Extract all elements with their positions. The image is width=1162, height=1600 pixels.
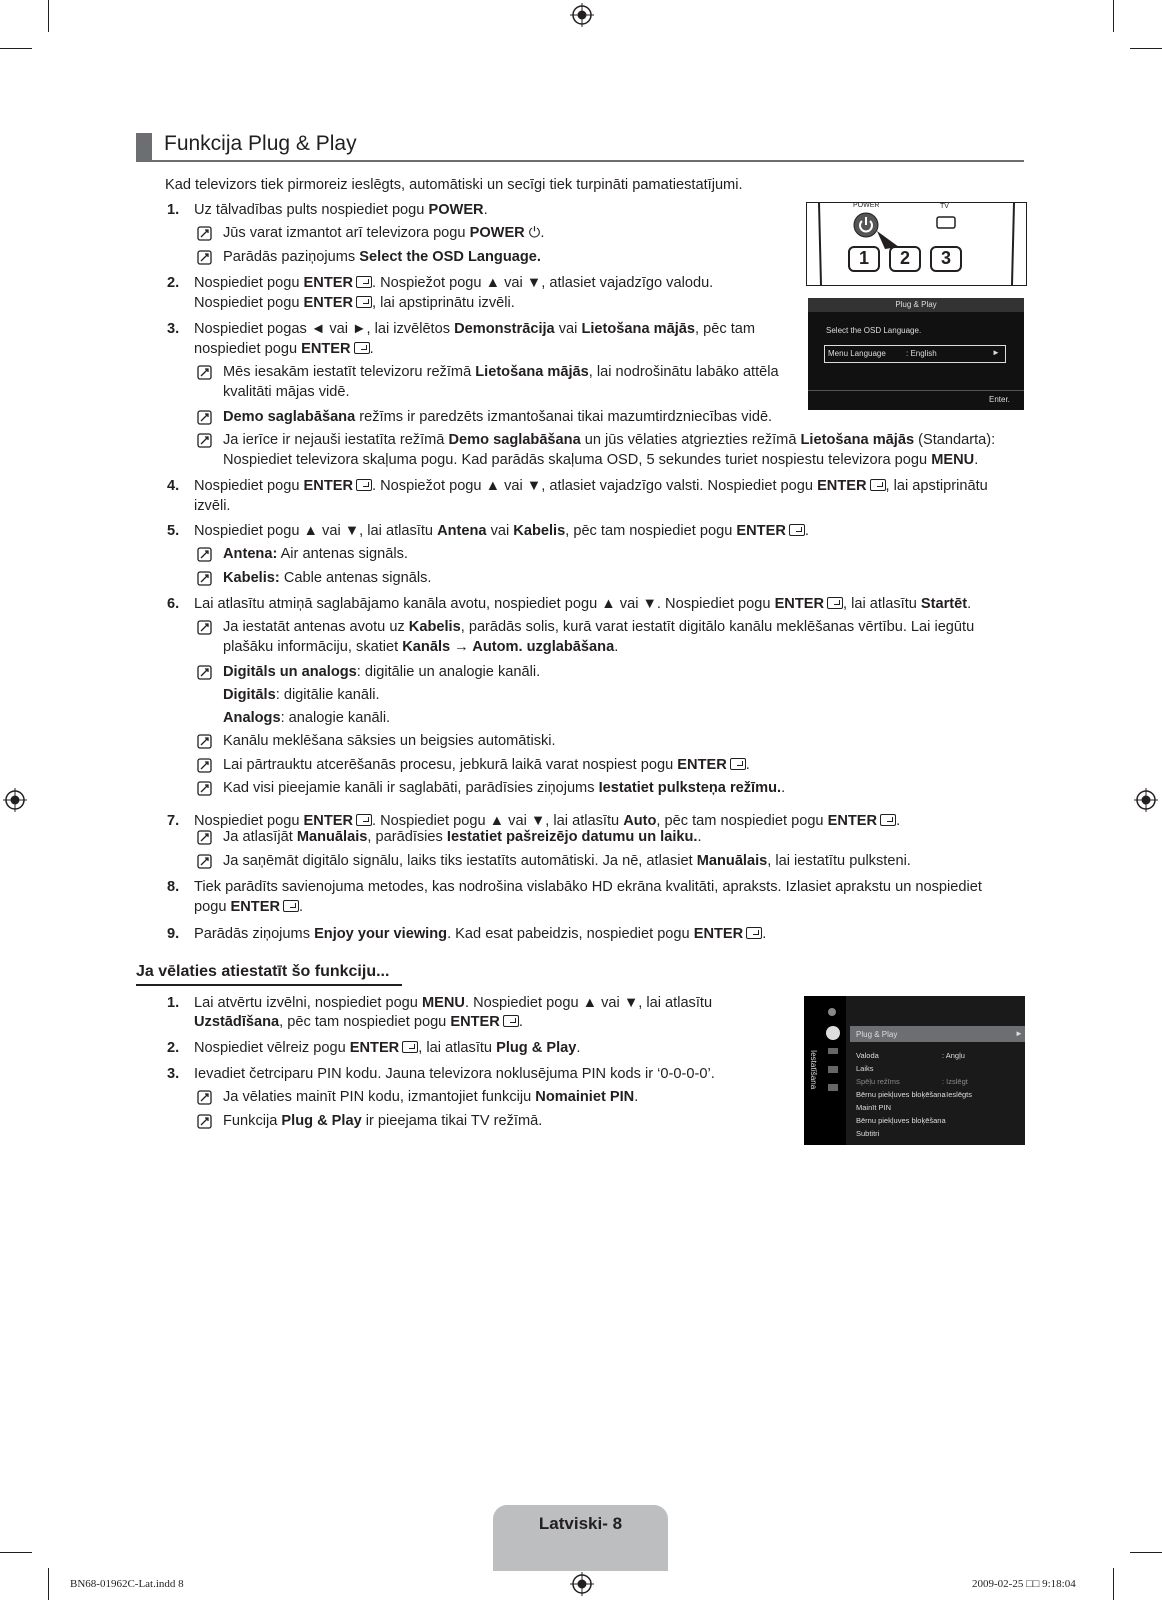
step-number: 6.	[167, 596, 180, 612]
heading-bar	[136, 133, 152, 161]
step-number: 2.	[167, 275, 180, 291]
osd-menu-value: : Ieslēgts	[942, 1090, 973, 1099]
key-2: 2	[900, 248, 911, 268]
note-continuation: Digitāls: digitālie kanāli.	[223, 687, 380, 703]
note-icon	[197, 365, 212, 380]
note-text: Antena: Air antenas signāls.	[223, 546, 408, 562]
note-text: Jūs varat izmantot arī televizora pogu POWER ⏻.	[223, 225, 545, 241]
step-continuation: nospiediet pogu ENTER .	[194, 341, 374, 357]
note-icon	[197, 433, 212, 448]
note-text: Kanālu meklēšana sāksies un beigsies automātiski.	[223, 733, 556, 749]
osd-menu-row: Spēļu režīms	[856, 1077, 900, 1086]
step-continuation: izvēli.	[194, 498, 231, 514]
crop-mark	[1130, 48, 1162, 49]
picture-icon	[828, 1008, 836, 1016]
note-continuation: Nospiediet televizora skaļuma pogu. Kad parādās skaļuma OSD, 5 sekundes turiet nospiestu televizora pogu MENU.	[223, 452, 979, 468]
reset-step-text: Nospiediet vēlreiz pogu ENTER , lai atlasītu Plug & Play.	[194, 1040, 581, 1056]
step-number: 5.	[167, 523, 180, 539]
note-text: Demo saglabāšana režīms ir paredzēts izmantošanai tikai mazumtirdzniecības vidē.	[223, 409, 773, 425]
note-icon	[197, 734, 212, 749]
osd-field-value: : English	[906, 349, 937, 358]
step-number: 1.	[167, 202, 180, 218]
step-number: 3.	[167, 321, 180, 337]
page-title: Funkcija Plug & Play	[164, 132, 357, 155]
note-text: Parādās paziņojums Select the OSD Language.	[223, 249, 541, 265]
osd-field-label: Menu Language	[828, 349, 886, 358]
crop-mark	[0, 1552, 32, 1553]
osd-menu-row: Subtitri	[856, 1129, 880, 1138]
osd-menu-row: Laiks	[856, 1064, 874, 1073]
note-icon	[197, 410, 212, 425]
osd-menu-value: : Angļu	[942, 1051, 965, 1060]
step-text: Nospiediet pogu ENTER . Nospiediet pogu ▲ vai ▼, lai atlasītu Auto, pēc tam nospiediet pogu ENTER .	[194, 813, 901, 829]
step-number: 8.	[167, 879, 180, 895]
page-number: Latviski- 8	[538, 1514, 623, 1533]
step-number: 2.	[167, 1040, 180, 1056]
intro-text: Kad televizors tiek pirmoreiz ieslēgts, automātiski un secīgi tiek turpināti pamatiestatījumi.	[165, 177, 743, 193]
osd-setup-menu	[804, 996, 1025, 1145]
crop-mark	[48, 1568, 49, 1600]
osd-prompt: Select the OSD Language.	[826, 326, 922, 335]
step-text: Lai atlasītu atmiņā saglabājamo kanāla avotu, nospiediet pogu ▲ vai ▼. Nospiediet pogu ENTER , lai atlasītu Startēt.	[194, 596, 972, 612]
key-3: 3	[941, 248, 952, 268]
registration-mark-icon	[3, 788, 27, 812]
step-continuation: Nospiediet pogu ENTER , lai apstiprinātu izvēli.	[194, 295, 515, 311]
note-text: Mēs iesakām iestatīt televizoru režīmā Lietošana mājās, lai nodrošinātu labāko attēla	[223, 364, 779, 380]
note-continuation: plašāku informāciju, skatiet Kanāls → Autom. uzglabāšana.	[223, 639, 619, 655]
subheading-rule	[136, 984, 402, 986]
heading-rule	[136, 160, 1024, 162]
crop-mark	[1113, 0, 1114, 32]
note-icon	[197, 226, 212, 241]
sound-icon	[828, 1048, 838, 1054]
note-text: Kabelis: Cable antenas signāls.	[223, 570, 432, 586]
osd-menu-value: : Izslēgt	[942, 1077, 968, 1086]
note-continuation: kvalitāti mājas vidē.	[223, 384, 350, 400]
note-icon	[197, 1090, 212, 1105]
remote-control-icon	[807, 203, 1026, 285]
step-number: 3.	[167, 1066, 180, 1082]
osd-menu-row: Bērnu piekļuves bloķēšana	[856, 1116, 946, 1125]
registration-mark-icon	[570, 1572, 594, 1596]
osd-language-screen	[808, 298, 1024, 410]
note-icon	[197, 854, 212, 869]
note-text: Ja iestatāt antenas avotu uz Kabelis, parādās solis, kurā varat iestatīt digitālo kanālu meklēšanas vērtību. Lai iegūtu	[223, 619, 975, 635]
gear-icon	[826, 1026, 840, 1040]
osd-title: Plug & Play	[808, 298, 1024, 312]
note-text: Ja atlasījāt Manuālais, parādīsies Iestatiet pašreizējo datumu un laiku..	[223, 829, 702, 845]
registration-mark-icon	[570, 3, 594, 27]
date-slug: 2009-02-25 □□ 9:18:04	[972, 1578, 1076, 1590]
power-label: POWER	[853, 202, 880, 209]
note-text: Ja vēlaties mainīt PIN kodu, izmantojiet funkciju Nomainiet PIN.	[223, 1089, 639, 1105]
step-text: Nospiediet pogu ▲ vai ▼, lai atlasītu Antena vai Kabelis, pēc tam nospiediet pogu ENTER .	[194, 523, 809, 539]
step-text: Tiek parādīts savienojuma metodes, kas nodrošina vislabāko HD ekrāna kvalitāti, apraksts. Izlasiet aprakstu un nospiediet	[194, 879, 982, 895]
file-slug: BN68-01962C-Lat.indd 8	[70, 1578, 184, 1590]
osd-menu-row: Valoda	[856, 1051, 879, 1060]
step-text: Nospiediet pogu ENTER . Nospiežot pogu ▲ vai ▼, atlasiet vajadzīgo valsti. Nospiediet pogu ENTER , lai apstiprinātu	[194, 478, 988, 494]
note-text: Digitāls un analogs: digitālie un analogie kanāli.	[223, 664, 541, 680]
arrow-right-icon: ►	[1015, 1029, 1023, 1038]
step-continuation: pogu ENTER .	[194, 899, 304, 915]
note-text: Ja saņēmāt digitālo signālu, laiks tiks iestatīts automātiski. Ja nē, atlasiet Manuālais, lai iestatītu pulksteni.	[223, 853, 911, 869]
step-text: Nospiediet pogas ◄ vai ►, lai izvēlētos Demonstrācija vai Lietošana mājās, pēc tam	[194, 321, 756, 337]
crop-mark	[1130, 1552, 1162, 1553]
osd-enter-hint: Enter.	[989, 395, 1010, 404]
step-number: 1.	[167, 995, 180, 1011]
step-text: Parādās ziņojums Enjoy your viewing. Kad esat pabeidzis, nospiediet pogu ENTER .	[194, 926, 767, 942]
note-icon	[197, 1114, 212, 1129]
osd-menu-row: Mainīt PIN	[856, 1103, 892, 1112]
crop-mark	[48, 0, 49, 32]
reset-step-continuation: Uzstādīšana, pēc tam nospiediet pogu ENTER .	[194, 1014, 523, 1030]
step-text: Nospiediet pogu ENTER . Nospiežot pogu ▲ vai ▼, atlasiet vajadzīgo valodu.	[194, 275, 714, 291]
note-icon	[197, 665, 212, 680]
key-1: 1	[859, 248, 870, 268]
note-icon	[197, 547, 212, 562]
osd-side-label: Iestatīšana	[809, 1050, 818, 1090]
note-icon	[197, 830, 212, 845]
note-icon	[197, 781, 212, 796]
arrow-right-icon: ►	[992, 348, 1000, 357]
crop-mark	[1113, 1568, 1114, 1600]
note-text: Funkcija Plug & Play ir pieejama tikai TV režīmā.	[223, 1113, 543, 1129]
reset-step-text: Lai atvērtu izvēlni, nospiediet pogu MENU. Nospiediet pogu ▲ vai ▼, lai atlasītu	[194, 995, 713, 1011]
note-text: Lai pārtrauktu atcerēšanās procesu, jebkurā laikā varat nospiest pogu ENTER .	[223, 757, 750, 773]
step-number: 9.	[167, 926, 180, 942]
input-icon	[828, 1084, 838, 1091]
channel-icon	[828, 1066, 838, 1073]
step-text: Uz tālvadības pults nospiediet pogu POWER.	[194, 202, 488, 218]
subheading: Ja vēlaties atiestatīt šo funkciju...	[136, 963, 390, 980]
tv-label: TV	[940, 203, 949, 210]
note-icon	[197, 571, 212, 586]
note-text: Ja ierīce ir nejauši iestatīta režīmā Demo saglabāšana un jūs vēlaties atgriezties režīmā Lietošana mājās (Standarta):	[223, 432, 996, 448]
remote-illustration	[806, 202, 1027, 286]
note-icon	[197, 758, 212, 773]
osd-selected-item: Plug & Play	[856, 1030, 898, 1039]
note-text: Kad visi pieejamie kanāli ir saglabāti, parādīsies ziņojums Iestatiet pulksteņa režīmu..	[223, 780, 786, 796]
crop-mark	[0, 48, 32, 49]
step-number: 7.	[167, 813, 180, 829]
note-icon	[197, 620, 212, 635]
registration-mark-icon	[1134, 788, 1158, 812]
note-icon	[197, 250, 212, 265]
osd-menu-row: Bērnu piekļuves bloķēšana	[856, 1090, 946, 1099]
note-continuation: Analogs: analogie kanāli.	[223, 710, 391, 726]
reset-step-text: Ievadiet četrciparu PIN kodu. Jauna televizora noklusējuma PIN kods ir ‘0-0-0-0’.	[194, 1066, 715, 1082]
step-number: 4.	[167, 478, 180, 494]
